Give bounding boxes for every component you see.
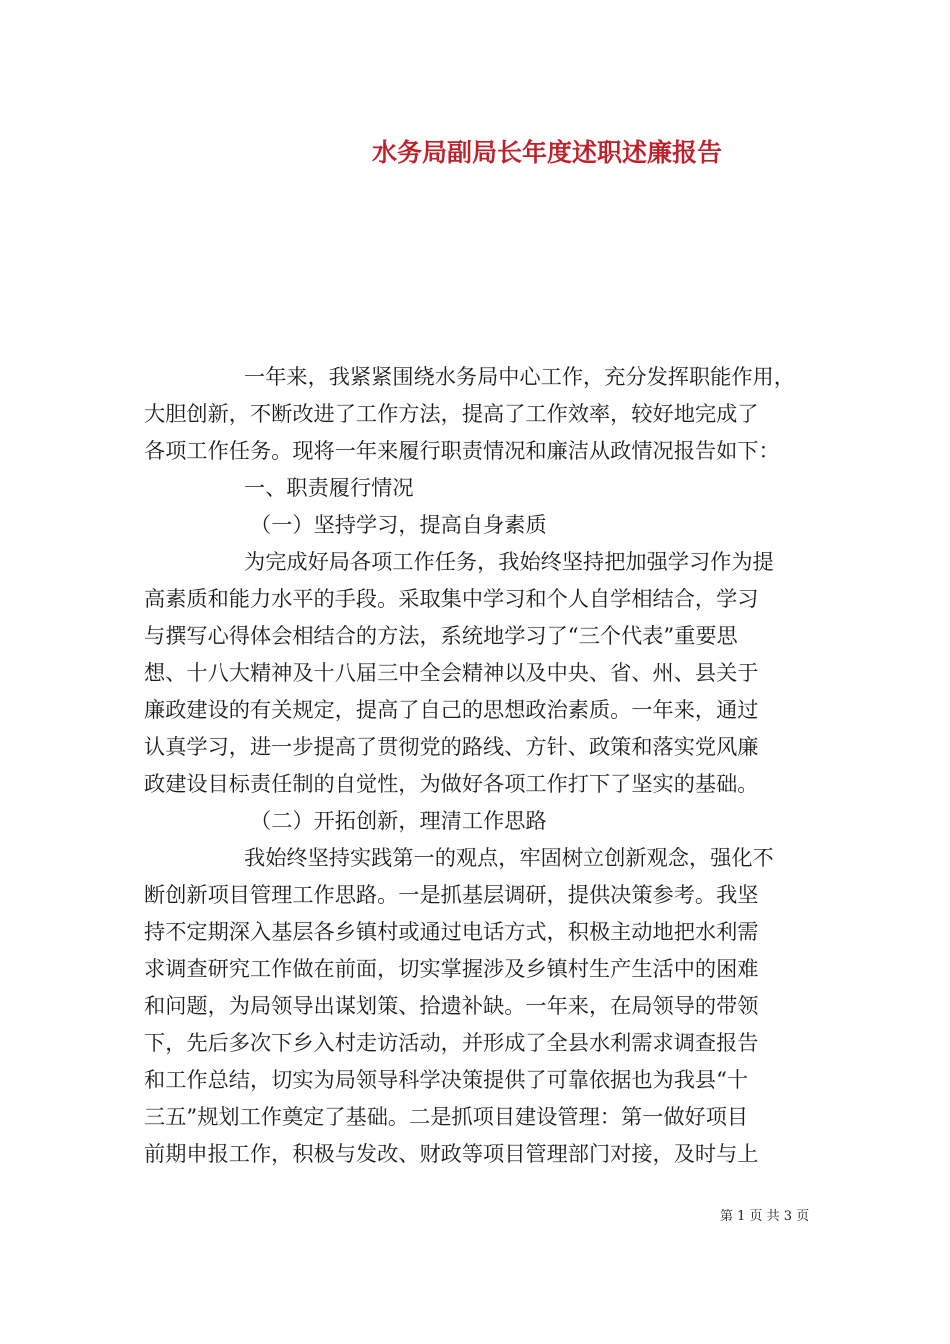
paragraph-line: 断创新项目管理工作思路。一是抓基层调研，提供决策参考。我坚 bbox=[144, 882, 759, 907]
paragraph-line: 政建设目标责任制的自觉性，为做好各项工作打下了坚实的基础。 bbox=[144, 771, 759, 796]
subsection-heading: （二）开拓创新，理清工作思路 bbox=[250, 808, 547, 833]
section-heading: 一、职责履行情况 bbox=[244, 475, 414, 500]
paragraph-line: 我始终坚持实践第一的观点，牢固树立创新观念，强化不 bbox=[244, 845, 774, 870]
paragraph-line: 求调查研究工作做在前面，切实掌握涉及乡镇村生产生活中的困难 bbox=[144, 956, 759, 981]
paragraph-line: 认真学习，进一步提高了贯彻党的路线、方针、政策和落实党风廉 bbox=[144, 734, 759, 759]
document-body bbox=[144, 358, 808, 1172]
paragraph-line: 下，先后多次下乡入村走访活动，并形成了全县水利需求调查报告 bbox=[144, 1030, 759, 1055]
paragraph-line: 与撰写心得体会相结合的方法，系统地学习了“三个代表”重要思 bbox=[144, 623, 738, 648]
paragraph-line: 想、十八大精神及十八届三中全会精神以及中央、省、州、县关于 bbox=[144, 660, 759, 685]
paragraph-line: 为完成好局各项工作任务，我始终坚持把加强学习作为提 bbox=[244, 549, 774, 574]
paragraph-line: 和工作总结，切实为局领导科学决策提供了可靠依据也为我县“十 bbox=[144, 1067, 749, 1092]
paragraph-line: 持不定期深入基层各乡镇村或通过电话方式，积极主动地把水利需 bbox=[144, 919, 759, 944]
paragraph-line: 前期申报工作，积极与发改、财政等项目管理部门对接，及时与上 bbox=[144, 1141, 759, 1166]
paragraph-line: 大胆创新，不断改进了工作方法，提高了工作效率，较好地完成了 bbox=[144, 401, 759, 426]
document-title: 水务局副局长年度述职述廉报告 bbox=[372, 138, 723, 167]
paragraph-line: 和问题，为局领导出谋划策、拾遗补缺。一年来，在局领导的带领 bbox=[144, 993, 759, 1018]
paragraph-line: 三五”规划工作奠定了基础。二是抓项目建设管理：第一做好项目 bbox=[144, 1104, 749, 1129]
paragraph-line: 一年来，我紧紧围绕水务局中心工作，充分发挥职能作用， bbox=[244, 364, 795, 389]
page-number: 第 1 页 共 3 页 bbox=[720, 1209, 810, 1224]
paragraph-line: 高素质和能力水平的手段。采取集中学习和个人自学相结合，学习 bbox=[144, 586, 759, 611]
subsection-heading: （一）坚持学习，提高自身素质 bbox=[250, 512, 547, 537]
paragraph-line: 各项工作任务。现将一年来履行职责情况和廉洁从政情况报告如下： bbox=[144, 438, 780, 463]
paragraph-line: 廉政建设的有关规定，提高了自己的思想政治素质。一年来，通过 bbox=[144, 697, 759, 722]
